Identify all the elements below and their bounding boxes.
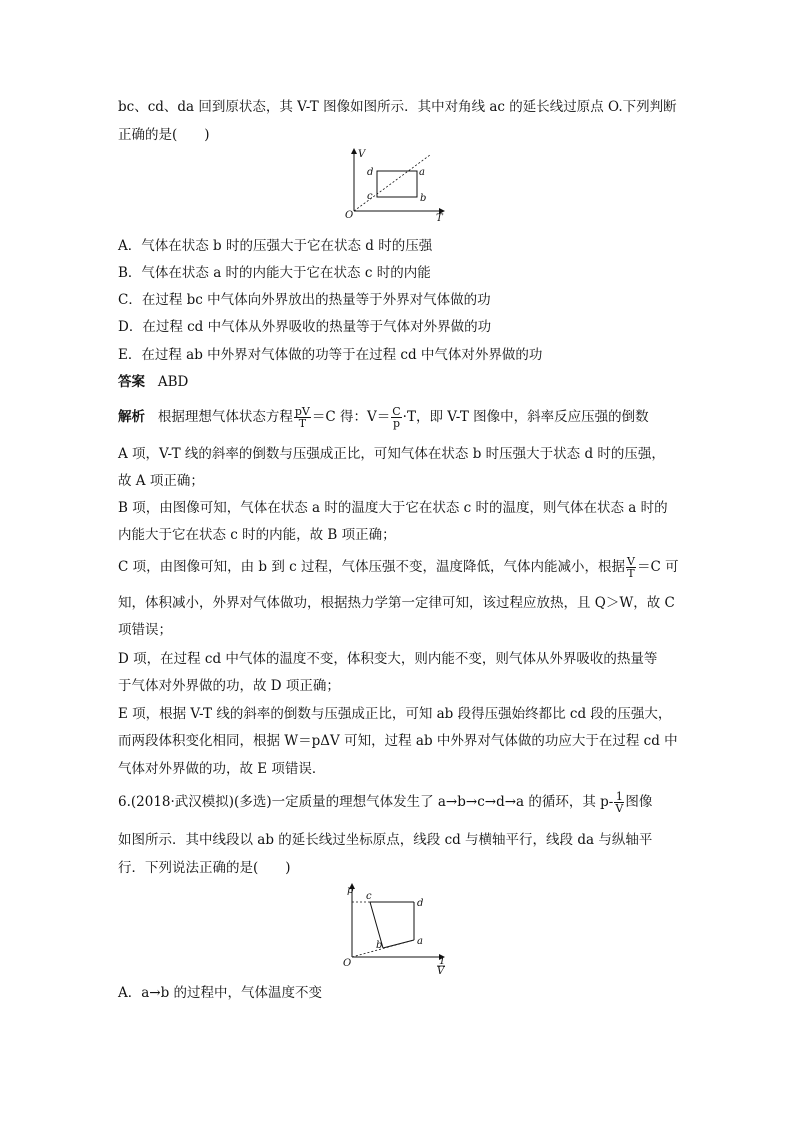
analysis-d-line1: D 项，在过程 cd 中气体的温度不变，体积变大，则内能不变，则气体从外界吸收的热量等 bbox=[118, 651, 658, 667]
answer-label: 答案 bbox=[118, 374, 145, 390]
pv-segment-ab bbox=[383, 940, 414, 948]
pv-label-x-den: V bbox=[437, 966, 445, 975]
q5-option-b: B．气体在状态 a 时的内能大于它在状态 c 时的内能 bbox=[118, 265, 431, 281]
q6-stem-line3: 行．下列说法正确的是( ) bbox=[118, 860, 291, 876]
q5-option-c: C．在过程 bc 中气体向外界放出的热量等于外界对气体做的功 bbox=[118, 292, 491, 308]
vt-label-v: V bbox=[358, 149, 366, 160]
pv-label-a: a bbox=[417, 936, 423, 947]
vt-label-a: a bbox=[419, 167, 425, 178]
fraction-c-over-p: $\frac{C}{p}$ bbox=[392, 405, 401, 430]
q6-option-a: A．a→b 的过程中，气体温度不变 bbox=[118, 985, 323, 1001]
analysis-e-line2: 而两段体积变化相同，根据 W＝pΔV 可知，过程 ab 中外界对气体做的功应大于在过程 cd 中 bbox=[118, 733, 678, 749]
vt-label-c: c bbox=[367, 191, 373, 202]
pv-label-p: p bbox=[347, 885, 354, 896]
pv-label-b: b bbox=[376, 940, 383, 951]
fraction-1-over-v: $\frac{1}{V}$ bbox=[615, 790, 624, 815]
vt-label-t: T bbox=[436, 213, 443, 224]
q6-stem-line2: 如图所示．其中线段以 ab 的延长线过坐标原点，线段 cd 与横轴平行，线段 da 与纵轴平 bbox=[118, 832, 653, 848]
analysis-b-line2: 内能大于它在状态 c 时的内能，故 B 项正确； bbox=[118, 527, 396, 543]
analysis-b-line1: B 项，由图像可知，气体在状态 a 时的温度大于它在状态 c 时的温度，则气体在状态 a 时的 bbox=[118, 500, 668, 516]
q5-answer bbox=[118, 372, 188, 392]
analysis-e-line3: 气体对外界做的功，故 E 项错误． bbox=[118, 761, 326, 777]
vt-label-b: b bbox=[420, 193, 427, 204]
analysis-c-line2: 知，体积减小，外界对气体做功，根据热力学第一定律可知，该过程应放热，且 Q＞W，故 C bbox=[118, 595, 675, 611]
q5-option-d: D．在过程 cd 中气体从外界吸收的热量等于气体对外界做的功 bbox=[118, 319, 492, 335]
q5-analysis-intro: 解析 根据理想气体状态方程 $\frac{pV}{T}$ ＝C 得：V＝ $\frac{C}{p}$ ·T，即 V-T 图像中，斜率反应压强的倒数 bbox=[118, 405, 649, 430]
analysis-c-line3: 项错误； bbox=[118, 622, 172, 638]
answer-value: ABD bbox=[157, 374, 189, 390]
q5-option-a: A．气体在状态 b 时的压强大于它在状态 d 时的压强 bbox=[118, 238, 433, 254]
pv-label-c: c bbox=[366, 891, 372, 902]
p-invv-diagram bbox=[338, 880, 458, 975]
pv-label-x-num: 1 bbox=[439, 956, 446, 967]
analysis-label: 解析 bbox=[118, 409, 145, 425]
fraction-pv-over-t: $\frac{pV}{T}$ bbox=[294, 405, 310, 430]
q5-stem-line2: 正确的是( ) bbox=[118, 127, 210, 143]
q5-option-e: E．在过程 ab 中外界对气体做的功等于在过程 cd 中气体对外界做的功 bbox=[118, 347, 543, 363]
fraction-v-over-t: $\frac{V}{T}$ bbox=[627, 555, 635, 580]
pv-label-d: d bbox=[417, 898, 424, 909]
analysis-a-line2: 故 A 项正确； bbox=[118, 473, 204, 489]
analysis-e-line1: E 项，根据 V-T 线的斜率的倒数与压强成正比，可知 ab 段得压强始终都比 cd 段的压强大， bbox=[118, 706, 672, 722]
q6-stem-line1: 6.(2018·武汉模拟)(多选)一定质量的理想气体发生了 a→b→c→d→a 的循环，其 p- $\frac{1}{V}$ 图像 bbox=[118, 790, 653, 815]
pv-label-o: O bbox=[343, 958, 352, 969]
vt-diagonal bbox=[354, 155, 430, 211]
analysis-c-line1: C 项，由图像可知，由 b 到 c 过程，气体压强不变，温度降低，气体内能减小，根据 $\frac{V}{T}$ ＝C 可 bbox=[118, 555, 679, 580]
q5-stem-line1: bc、cd、da 回到原状态，其 V-T 图像如图所示．其中对角线 ac 的延长线过原点 O.下列判断 bbox=[118, 99, 677, 115]
vt-cycle-rect bbox=[377, 171, 417, 197]
analysis-d-line2: 于气体对外界做的功，故 D 项正确； bbox=[118, 678, 340, 694]
analysis-a-line1: A 项，V-T 线的斜率的倒数与压强成正比，可知气体在状态 b 时压强大于状态 d 时的压强， bbox=[118, 446, 665, 462]
vt-label-o: O bbox=[345, 210, 354, 221]
vt-label-d: d bbox=[367, 167, 374, 178]
vt-diagram bbox=[340, 145, 450, 225]
